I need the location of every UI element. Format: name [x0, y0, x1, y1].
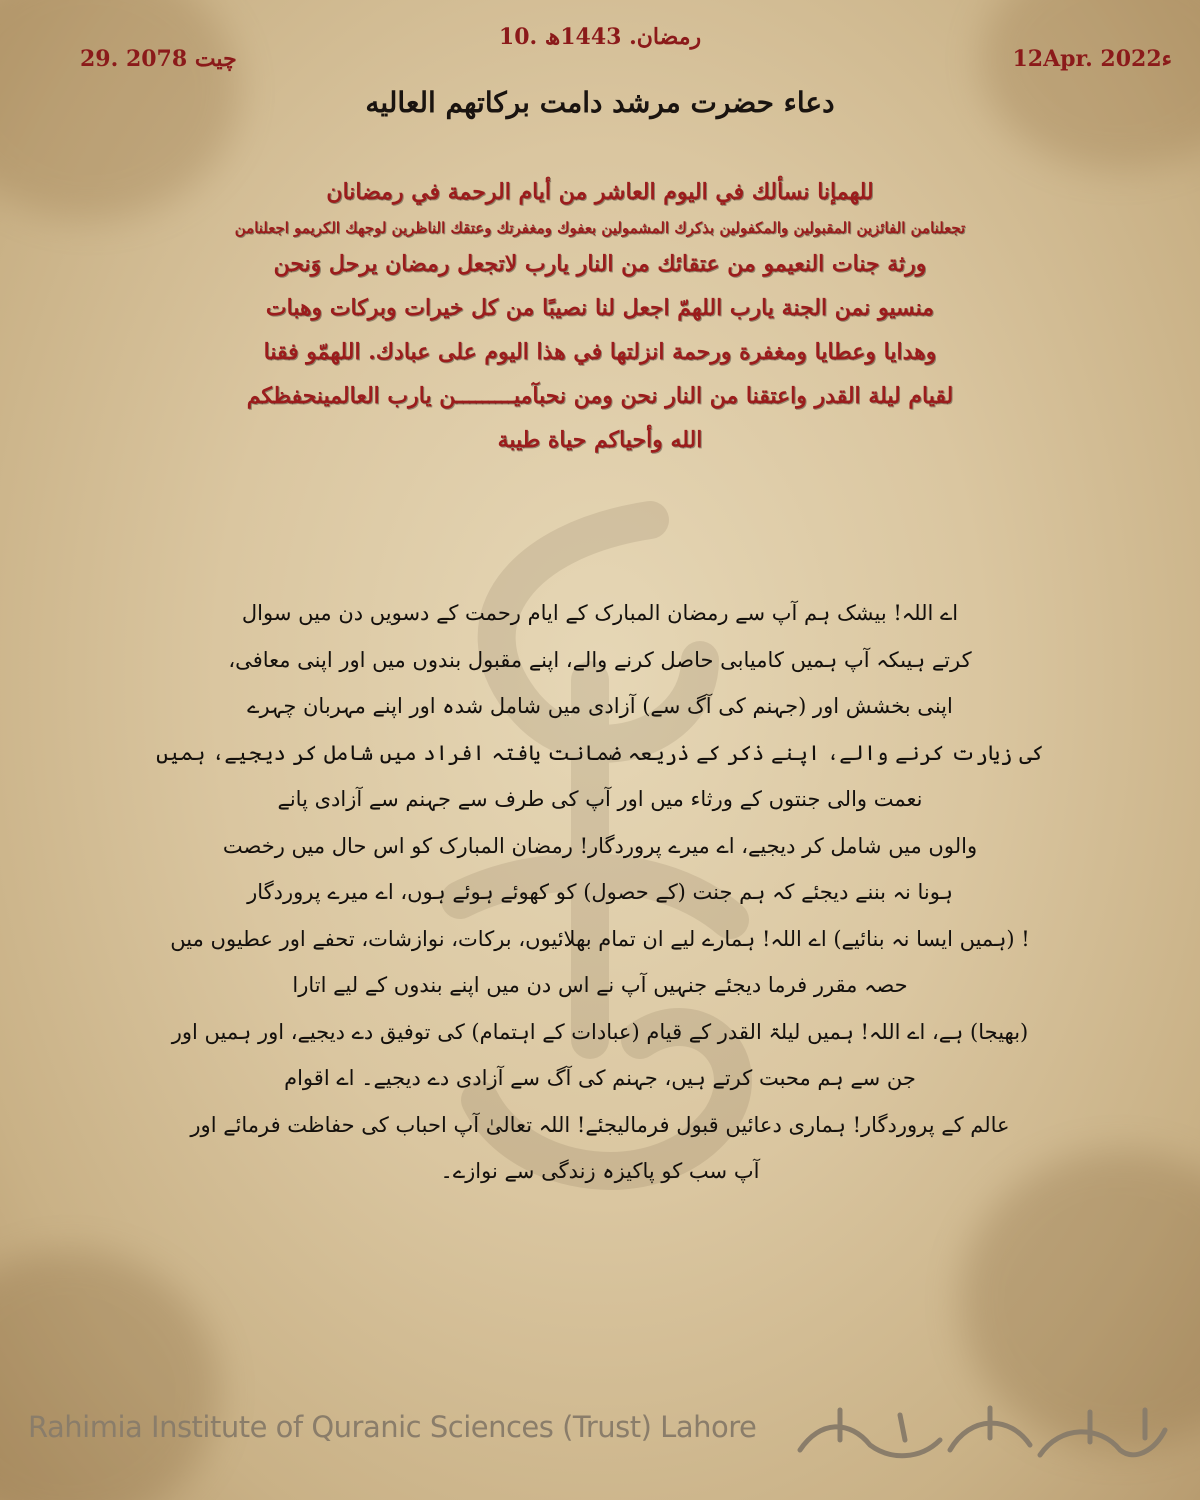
urdu-line: ! (ہمیں ایسا نہ بنائیے) اے اللہ! ہمارے لیے ان تمام بھلائیوں، برکات، نوازشات، تحفے اور عطیوں میں — [170, 926, 1030, 951]
gregorian-date: 12Apr. 2022ء — [1012, 46, 1172, 72]
urdu-line: عالم کے پروردگار! ہماری دعائیں قبول فرمالیجئے! اللہ تعالیٰ آپ احباب کی حفاظت فرمائے اور — [190, 1112, 1010, 1137]
hijri-date: 10. رمضان. 1443ھ — [498, 24, 702, 50]
arabic-dua — [80, 170, 1120, 462]
urdu-line: (بھیجا) ہے، اے اللہ! ہمیں لیلۃ القدر کے قیام (عبادات کے اہتمام) کی توفیق دے دیجیے، اور ہمیں اور — [171, 1019, 1029, 1044]
arabic-line: الله وأحياكم حياة طيبة — [497, 427, 703, 453]
urdu-line: حصہ مقرر فرما دیجئے جنہیں آپ نے اس دن میں اپنے بندوں کے لیے اتارا — [292, 973, 908, 997]
bikrami-date: 29. چیت 2078 — [80, 46, 237, 72]
arabic-line: وهدايا وعطايا ومغفرة ورحمة انزلتها في هذا اليوم على عبادك. اللهمّو فقنا — [263, 339, 937, 365]
arabic-line: للهمإنا نسألك في اليوم العاشر من أيام الرحمة في رمضانان — [326, 179, 874, 205]
urdu-line: نعمت والی جنتوں کے ورثاء میں اور آپ کی طرف سے جہنم سے آزادی پانے — [277, 787, 923, 811]
institute-calligraphy-logo — [780, 1400, 1180, 1470]
institute-name-english: Rahimia Institute of Quranic Sciences (Trust) Lahore — [28, 1410, 757, 1444]
urdu-line: والوں میں شامل کر دیجیے، اے میرے پروردگار! رمضان المبارک کو اس حال میں رخصت — [222, 833, 978, 858]
urdu-line: آپ سب کو پاکیزہ زندگی سے نوازے۔ — [440, 1159, 760, 1183]
urdu-translation — [140, 590, 1060, 1195]
arabic-line: ورثة جنات النعيمو من عتقائك من النار يارب لاتجعل رمضان يرحل وَنحن — [273, 251, 927, 277]
urdu-line: کی زیارت کرنے والے، اپنے ذکر کے ذریعہ ضمانت یافتہ افراد میں شامل کر دیجیے، ہمیں — [156, 740, 1044, 765]
urdu-line: اپنی بخشش اور (جہنم کی آگ سے) آزادی میں شامل شدہ اور اپنے مہربان چہرے — [247, 694, 953, 718]
urdu-line: اے اللہ! بیشک ہم آپ سے رمضان المبارک کے ایام رحمت کے دسویں دن میں سوال — [241, 601, 959, 625]
urdu-line: کرتے ہیںکہ آپ ہمیں کامیابی حاصل کرنے والے، اپنے مقبول بندوں میں اور اپنی معافی، — [228, 647, 972, 672]
urdu-line: ہونا نہ بننے دیجئے کہ ہم جنت (کے حصول) کو کھوئے ہوئے ہوں، اے میرے پروردگار — [247, 880, 953, 904]
arabic-line: تجعلنامن الفائزين المقبولين والمكفولين بذكرك المشمولين بعفوك ومغفرتك وعتقك الناظرين لوجهك الكريمو اجعلنامن — [234, 219, 966, 237]
arabic-line: لقيام ليلة القدر واعتقنا من النار نحن ومن نحبآميـــــــــن يارب العالمينحفظكم — [246, 383, 954, 409]
arabic-line: منسيو نمن الجنة يارب اللهمّ اجعل لنا نصيبًا من كل خيرات وبركات وهبات — [265, 295, 935, 321]
paper-stain — [0, 1250, 220, 1500]
urdu-line: جن سے ہم محبت کرتے ہیں، جہنم کی آگ سے آزادی دے دیجیے۔ اے اقوام — [284, 1066, 916, 1090]
page-title: دعاء حضرت مرشد دامت برکاتهم العالیه — [365, 86, 835, 119]
